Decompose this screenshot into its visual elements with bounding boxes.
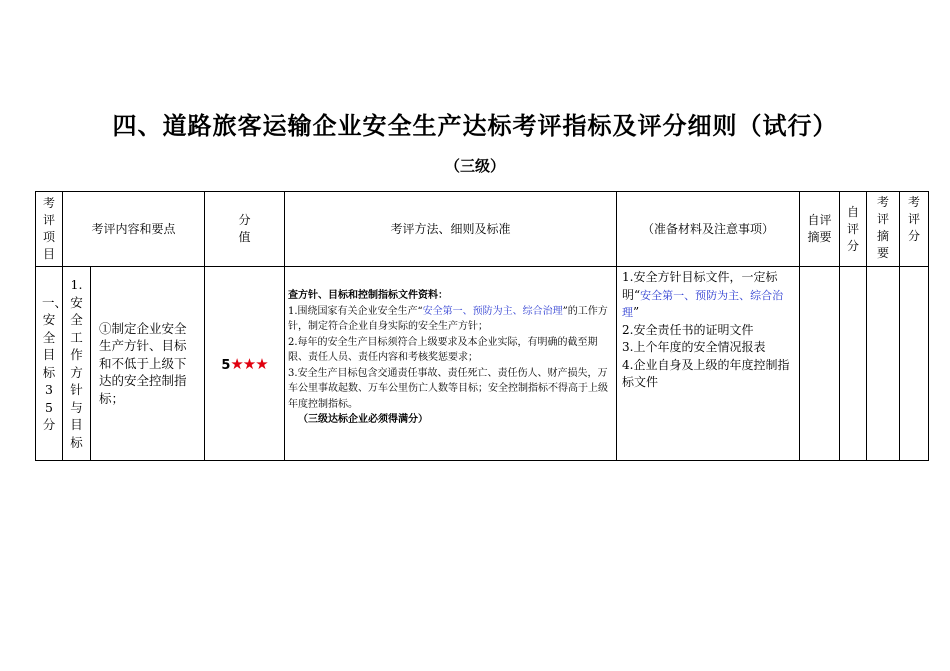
highlighted-policy: 安全第一、预防为主、综合治理 [622, 288, 784, 319]
prep-item-1: 1.安全方针目标文件，一定标明“安全第一、预防为主、综合治理” [622, 270, 784, 319]
header-self-score: 自评分 [840, 192, 867, 267]
header-prep: （准备材料及注意事项） [617, 192, 800, 267]
header-review-summary: 考评摘要 [867, 192, 900, 267]
table-row [36, 267, 929, 461]
self-score-cell[interactable] [840, 267, 867, 461]
score-value: 5 [221, 357, 231, 373]
review-score-cell[interactable] [900, 267, 929, 461]
evaluation-table [35, 191, 929, 461]
prep-item-3: 3.上个年度的安全情况报表 [622, 340, 766, 354]
score-cell [205, 267, 285, 461]
review-summary-cell[interactable] [867, 267, 900, 461]
method-line-3: 3.安全生产目标包含交通责任事故、责任死亡、责任伤人、财产损失，万车公里事故起数、万车公里伤亡人数等目标；安全控制指标不得高于上级年度控制指标。 [288, 367, 609, 410]
sub-item-cell: 1.安全工作方针与目标 [63, 267, 91, 461]
highlighted-policy: 安全第一、预防为主、综合治理 [422, 305, 563, 317]
method-heading: 查方针、目标和控制指标文件资料： [288, 290, 449, 301]
document-title: 四、道路旅客运输企业安全生产达标考评指标及评分细则（试行） [112, 112, 838, 140]
document-subtitle: （三级） [444, 157, 505, 175]
method-line-1: 1.围绕国家有关企业安全生产“安全第一、预防为主、综合治理”的工作方针，制定符合企业自身实际的安全生产方针； [288, 305, 608, 332]
header-review-score: 考评分 [900, 192, 929, 267]
header-content: 考评内容和要点 [63, 192, 205, 267]
item-cell: 一、安全目标35分 [36, 267, 63, 461]
point-cell: ①制定企业安全生产方针、目标和不低于上级下达的安全控制指标； [91, 267, 205, 461]
star-icon: ★★★ [230, 354, 268, 373]
header-method: 考评方法、细则及标准 [285, 192, 617, 267]
self-summary-cell[interactable] [800, 267, 840, 461]
method-note: （三级达标企业必须得满分） [298, 414, 429, 425]
prep-item-4: 4.企业自身及上级的年度控制指标文件 [622, 357, 790, 389]
method-line-2: 2.每年的安全生产目标须符合上级要求及本企业实际，有明确的截至期限、责任人员、责任内容和考核奖惩要求； [288, 336, 598, 363]
header-item: 考评项目 [36, 192, 63, 267]
header-self-summary: 自评摘要 [800, 192, 840, 267]
method-cell [285, 267, 617, 461]
prep-item-2: 2.安全责任书的证明文件 [622, 322, 754, 337]
table-header-row [36, 192, 929, 267]
header-score: 分值 [205, 192, 285, 267]
prep-cell [617, 267, 800, 461]
